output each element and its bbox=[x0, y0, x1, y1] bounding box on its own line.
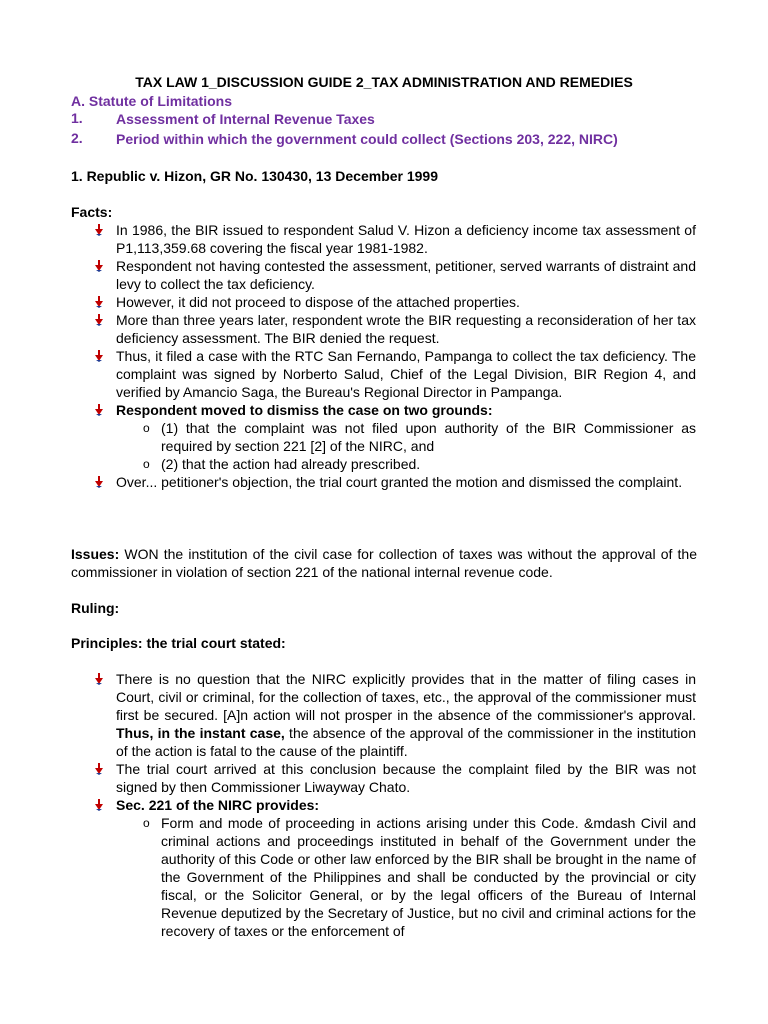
circle-bullet-icon: o bbox=[143, 457, 150, 471]
arrow-bullet-icon bbox=[94, 296, 104, 308]
circle-bullet-icon: o bbox=[143, 816, 150, 830]
sec221-heading: Sec. 221 of the NIRC provides: bbox=[116, 797, 320, 813]
facts-list bbox=[116, 221, 696, 491]
arrow-bullet-icon bbox=[94, 476, 104, 488]
list-item: There is no question that the NIRC explicitly provides that in the matter of filing cases in Court, civil or criminal, for the collection of taxes, etc., the approval of the commissioner must first be secured. [A]n action will not prosper in the absence of the commissioner's approval. Thus, in the instant case, the absence of the approval of the commissioner in the institution of the action is fatal to the cause of the plaintiff. bbox=[116, 670, 696, 760]
item-number: 2. bbox=[71, 130, 83, 146]
list-item: In 1986, the BIR issued to respondent Salud V. Hizon a deficiency income tax assessment of P1,113,359.68 covering the fiscal year 1981-1982. bbox=[116, 221, 696, 257]
issues-label: Issues: bbox=[71, 546, 120, 562]
arrow-bullet-icon bbox=[94, 260, 104, 272]
list-item: However, it did not proceed to dispose of the attached properties. bbox=[116, 293, 696, 311]
arrow-bullet-icon bbox=[94, 673, 104, 685]
ruling-label: Ruling: bbox=[71, 600, 120, 616]
list-item bbox=[116, 401, 696, 473]
issues-paragraph: Issues: WON the institution of the civil case for collection of taxes was without the approval of the commissioner in violation of section 221 of the national internal revenue code. bbox=[71, 546, 697, 580]
arrow-bullet-icon bbox=[94, 404, 104, 416]
list-item bbox=[116, 796, 696, 940]
sec221-list bbox=[116, 814, 696, 940]
principles-list bbox=[116, 670, 696, 940]
list-item: o (2) that the action had already prescribed. bbox=[143, 456, 421, 472]
list-item: Respondent not having contested the assessment, petitioner, served warrants of distraint and levy to collect the tax deficiency. bbox=[116, 257, 696, 293]
case-title: 1. Republic v. Hizon, GR No. 130430, 13 December 1999 bbox=[71, 168, 439, 184]
arrow-bullet-icon bbox=[94, 224, 104, 236]
section-a-heading: A. Statute of Limitations bbox=[71, 93, 232, 109]
document-title: TAX LAW 1_DISCUSSION GUIDE 2_TAX ADMINISTRATION AND REMEDIES bbox=[135, 74, 633, 90]
list-item: o Form and mode of proceeding in actions arising under this Code. &mdash Civil and criminal actions and proceedings instituted in behalf of the Government under the authority of this Code or other law enforced by the BIR shall be brought in the name of the Government of the Philippines and shall be conducted by the provincial or city fiscal, or the Solicitor General, or by the legal officers of the Bureau of Internal Revenue deputized by the Secretary of Justice, but no civil and criminal actions for the recovery of taxes or the enforcement of bbox=[143, 815, 696, 939]
grounds-heading: Respondent moved to dismiss the case on two grounds: bbox=[116, 402, 493, 418]
arrow-bullet-icon bbox=[94, 350, 104, 362]
list-item: More than three years later, respondent wrote the BIR requesting a reconsideration of her tax deficiency assessment. The BIR denied the request. bbox=[116, 311, 696, 347]
arrow-bullet-icon bbox=[94, 763, 104, 775]
facts-label: Facts: bbox=[71, 204, 113, 220]
arrow-bullet-icon bbox=[94, 799, 104, 811]
item-text: Period within which the government could collect (Sections 203, 222, NIRC) bbox=[116, 131, 618, 147]
item-text: Assessment of Internal Revenue Taxes bbox=[116, 111, 375, 127]
list-item: The trial court arrived at this conclusion because the complaint filed by the BIR was not signed by then Commissioner Liwayway Chato. bbox=[116, 760, 696, 796]
item-number: 1. bbox=[71, 110, 83, 126]
principles-label: Principles: the trial court stated: bbox=[71, 635, 286, 651]
list-item: Over... petitioner's objection, the trial court granted the motion and dismissed the complaint. bbox=[116, 473, 696, 491]
arrow-bullet-icon bbox=[94, 314, 104, 326]
circle-bullet-icon: o bbox=[143, 421, 150, 435]
list-item: o (1) that the complaint was not filed upon authority of the BIR Commissioner as required by section 221 [2] of the NIRC, and bbox=[143, 420, 696, 454]
grounds-list bbox=[116, 419, 696, 473]
list-item: Thus, it filed a case with the RTC San Fernando, Pampanga to collect the tax deficiency. The complaint was signed by Norberto Salud, Chief of the Legal Division, BIR Region 4, and verified by Amancio Saga, the Bureau's Regional Director in Pampanga. bbox=[116, 347, 696, 401]
